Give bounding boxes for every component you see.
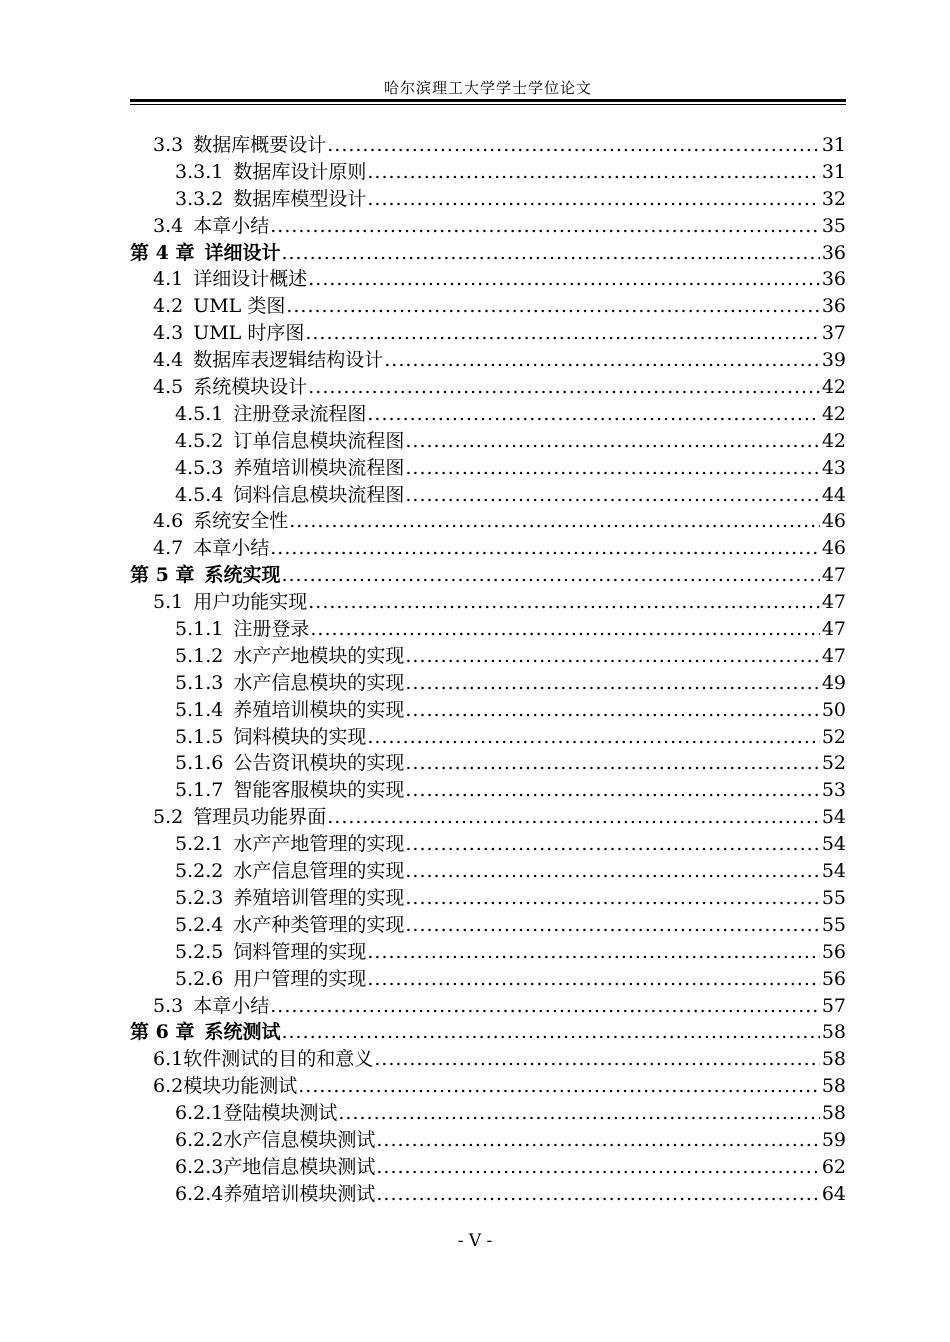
toc-entry-page: 31 [821, 134, 846, 156]
toc-entry[interactable] [130, 643, 846, 670]
toc-entry-title: 养殖培训管理的实现 [233, 886, 405, 909]
toc-entry-page: 47 [821, 591, 846, 614]
toc-entry-number: 第 4 章 [130, 241, 195, 264]
toc-entry[interactable] [130, 535, 846, 562]
toc-entry-page: 46 [821, 537, 846, 560]
header-rule-thin [130, 104, 846, 105]
toc-entry-number: 第 6 章 [130, 1021, 195, 1044]
toc-entry-title: 产地信息模块测试 [223, 1155, 376, 1178]
toc-dot-leader [270, 993, 820, 1020]
toc-entry-number: 4.5.2 [175, 429, 224, 452]
toc-entry-page: 46 [821, 510, 846, 533]
toc-entry-number: 第 5 章 [130, 564, 195, 587]
toc-dot-leader [405, 912, 819, 939]
toc-dot-leader [308, 374, 820, 401]
toc-entry-title: 用户管理的实现 [233, 967, 367, 990]
toc-entry-page: 36 [821, 241, 846, 264]
toc-entry-page: 44 [821, 483, 846, 506]
toc-entry-number: 6.2.3 [175, 1155, 224, 1178]
toc-entry-page: 47 [821, 564, 846, 587]
toc-entry-title: 养殖培训模块的实现 [233, 698, 405, 721]
toc-entry-page: 56 [821, 940, 846, 963]
running-header-title: 哈尔滨理工大学学士学位论文 [383, 79, 592, 97]
toc-entry-title: 模块功能测试 [183, 1075, 298, 1098]
toc-entry-page: 54 [821, 833, 846, 856]
toc-entry[interactable] [130, 428, 846, 455]
toc-entry-number: 4.2 [153, 295, 184, 318]
toc-entry[interactable] [130, 347, 846, 374]
toc-entry-title: 饲料模块的实现 [233, 725, 367, 748]
toc-entry-title: 饲料管理的实现 [233, 940, 367, 963]
toc-entry-number: 4.5.4 [175, 483, 224, 506]
toc-entry-title: 系统实现 [204, 564, 281, 587]
toc-dot-leader [270, 535, 820, 562]
toc-entry-title: 注册登录 [233, 618, 310, 641]
toc-dot-leader [405, 777, 819, 804]
toc-entry[interactable] [130, 508, 846, 535]
toc-entry-title: 系统测试 [204, 1021, 281, 1044]
toc-dot-leader [405, 670, 819, 697]
header-rule-thick [130, 99, 846, 102]
toc-entry[interactable] [130, 401, 846, 428]
toc-dot-leader [374, 1046, 820, 1073]
toc-entry[interactable] [130, 1046, 846, 1073]
toc-entry-number: 4.1 [153, 268, 184, 291]
toc-entry[interactable] [130, 589, 846, 616]
toc-entry[interactable] [130, 374, 846, 401]
toc-entry-page: 57 [821, 994, 846, 1017]
toc-dot-leader [405, 885, 819, 912]
toc-entry[interactable] [130, 213, 846, 240]
toc-entry-number: 4.5.3 [175, 456, 224, 479]
toc-entry-number: 5.2.1 [175, 833, 224, 856]
toc-entry-title: UML 类图 [193, 295, 286, 318]
toc-dot-leader [405, 697, 819, 724]
toc-dot-leader [376, 1127, 819, 1154]
toc-entry-title: 详细设计概述 [193, 268, 308, 291]
page-number: - V - [457, 1231, 493, 1251]
toc-entry[interactable] [130, 1127, 846, 1154]
toc-entry-number: 6.2.2 [175, 1128, 224, 1151]
toc-entry-title: 注册登录流程图 [233, 402, 367, 425]
toc-dot-leader [367, 186, 819, 213]
table-of-contents [130, 132, 846, 1208]
toc-entry-title: 用户功能实现 [193, 591, 308, 614]
toc-entry-page: 42 [821, 402, 846, 425]
toc-dot-leader [367, 401, 819, 428]
toc-dot-leader [305, 320, 819, 347]
toc-entry[interactable] [130, 804, 846, 831]
toc-entry-number: 6.1 [153, 1048, 184, 1071]
toc-entry-title: 数据库概要设计 [193, 134, 327, 156]
toc-entry-page: 58 [821, 1075, 846, 1098]
toc-entry-page: 31 [821, 160, 846, 183]
toc-entry[interactable] [130, 831, 846, 858]
toc-entry-number: 5.1.2 [175, 644, 224, 667]
toc-entry-page: 54 [821, 806, 846, 829]
toc-entry-number: 3.3.1 [175, 160, 224, 183]
toc-entry[interactable] [130, 159, 846, 186]
toc-entry[interactable] [130, 616, 846, 643]
toc-entry-title: 水产信息模块的实现 [233, 671, 405, 694]
toc-dot-leader [308, 589, 820, 616]
toc-entry-page: 37 [821, 322, 846, 345]
toc-entry[interactable] [130, 1100, 846, 1127]
toc-entry-title: 软件测试的目的和意义 [183, 1048, 374, 1071]
toc-entry[interactable] [130, 670, 846, 697]
toc-dot-leader [286, 293, 819, 320]
toc-entry-number: 4.3 [153, 322, 184, 345]
toc-entry-number: 4.5.1 [175, 402, 224, 425]
toc-entry-number: 5.2.3 [175, 886, 224, 909]
toc-dot-leader [367, 159, 819, 186]
toc-entry[interactable] [130, 858, 846, 885]
toc-entry[interactable] [130, 1019, 846, 1046]
toc-entry[interactable] [130, 885, 846, 912]
toc-entry[interactable] [130, 240, 846, 267]
toc-entry-title: 养殖培训模块流程图 [233, 456, 405, 479]
toc-entry-number: 5.2.6 [175, 967, 224, 990]
toc-entry-number: 3.3 [153, 134, 184, 156]
toc-entry[interactable] [130, 186, 846, 213]
toc-entry-title: 本章小结 [193, 537, 270, 560]
toc-entry[interactable] [130, 293, 846, 320]
toc-entry-title: 数据库设计原则 [233, 160, 367, 183]
toc-entry-page: 49 [821, 671, 846, 694]
toc-entry-title: 详细设计 [204, 241, 281, 264]
toc-dot-leader [405, 455, 819, 482]
toc-entry-number: 3.4 [153, 214, 184, 237]
toc-entry-title: 管理员功能界面 [193, 806, 327, 829]
toc-entry-page: 42 [821, 376, 846, 399]
toc-dot-leader [367, 724, 819, 751]
toc-entry[interactable] [130, 939, 846, 966]
toc-entry-page: 53 [821, 779, 846, 802]
toc-entry-page: 56 [821, 967, 846, 990]
toc-entry[interactable] [130, 912, 846, 939]
toc-entry-page: 58 [821, 1048, 846, 1071]
toc-entry[interactable] [130, 750, 846, 777]
toc-entry-number: 5.2.5 [175, 940, 224, 963]
toc-entry-title: 数据库表逻辑结构设计 [193, 349, 384, 372]
toc-entry-title: 系统模块设计 [193, 376, 308, 399]
toc-entry-page: 55 [821, 913, 846, 936]
toc-entry-number: 3.3.2 [175, 187, 224, 210]
toc-entry-title: 饲料信息模块流程图 [233, 483, 405, 506]
toc-entry-page: 52 [821, 725, 846, 748]
toc-entry[interactable] [130, 1154, 846, 1181]
toc-entry[interactable] [130, 266, 846, 293]
toc-entry-number: 5.1 [153, 591, 184, 614]
toc-dot-leader [405, 858, 819, 885]
toc-dot-leader [367, 939, 819, 966]
toc-dot-leader [289, 508, 820, 535]
toc-dot-leader [405, 750, 819, 777]
toc-entry-number: 5.1.3 [175, 671, 224, 694]
toc-entry-page: 39 [821, 349, 846, 372]
toc-entry[interactable] [130, 993, 846, 1020]
toc-entry-title: UML 时序图 [193, 322, 305, 345]
toc-entry-number: 5.2.2 [175, 860, 224, 883]
toc-dot-leader [338, 1100, 819, 1127]
toc-entry-title: 订单信息模块流程图 [233, 429, 405, 452]
toc-entry-number: 5.1.6 [175, 752, 224, 775]
toc-entry-number: 4.5 [153, 376, 184, 399]
toc-entry-page: 58 [821, 1021, 846, 1044]
toc-entry-page: 55 [821, 886, 846, 909]
toc-entry-number: 4.6 [153, 510, 184, 533]
toc-entry[interactable] [130, 1073, 846, 1100]
toc-entry-page: 47 [821, 644, 846, 667]
toc-dot-leader [270, 213, 820, 240]
toc-dot-leader [308, 266, 820, 293]
toc-entry-title: 水产产地管理的实现 [233, 833, 405, 856]
toc-entry-page: 42 [821, 429, 846, 452]
toc-entry-page: 62 [821, 1155, 846, 1178]
toc-entry-number: 5.1.1 [175, 618, 224, 641]
toc-entry-page: 64 [821, 1182, 846, 1205]
toc-entry-page: 54 [821, 860, 846, 883]
toc-dot-leader [327, 132, 820, 159]
toc-entry-number: 5.2 [153, 806, 184, 829]
toc-entry-number: 6.2.1 [175, 1102, 224, 1125]
toc-entry[interactable] [130, 132, 846, 159]
toc-entry[interactable] [130, 562, 846, 589]
toc-entry-number: 5.3 [153, 994, 184, 1017]
toc-dot-leader [376, 1181, 819, 1208]
toc-entry-title: 智能客服模块的实现 [233, 779, 405, 802]
toc-entry[interactable] [130, 724, 846, 751]
toc-entry-title: 水产产地模块的实现 [233, 644, 405, 667]
toc-entry-page: 35 [821, 214, 846, 237]
toc-dot-leader [405, 643, 819, 670]
toc-entry-title: 养殖培训模块测试 [223, 1182, 376, 1205]
toc-dot-leader [405, 428, 819, 455]
toc-entry-title: 系统安全性 [193, 510, 289, 533]
toc-entry-title: 数据库模型设计 [233, 187, 367, 210]
toc-dot-leader [327, 804, 820, 831]
toc-entry-title: 水产种类管理的实现 [233, 913, 405, 936]
toc-entry-number: 5.1.4 [175, 698, 224, 721]
toc-entry-page: 47 [821, 618, 846, 641]
toc-entry-page: 36 [821, 268, 846, 291]
toc-entry-number: 5.1.5 [175, 725, 224, 748]
toc-entry-number: 6.2.4 [175, 1182, 224, 1205]
toc-entry-page: 43 [821, 456, 846, 479]
toc-entry-page: 32 [821, 187, 846, 210]
toc-dot-leader [405, 482, 819, 509]
toc-dot-leader [310, 616, 819, 643]
toc-entry-number: 4.4 [153, 349, 184, 372]
toc-entry-page: 50 [821, 698, 846, 721]
toc-entry[interactable] [130, 320, 846, 347]
toc-entry-title: 本章小结 [193, 994, 270, 1017]
toc-entry-page: 59 [821, 1128, 846, 1151]
toc-entry-title: 公告资讯模块的实现 [233, 752, 405, 775]
toc-entry[interactable] [130, 455, 846, 482]
toc-entry-number: 6.2 [153, 1075, 184, 1098]
toc-dot-leader [281, 1019, 819, 1046]
toc-entry[interactable] [130, 777, 846, 804]
toc-dot-leader [384, 347, 820, 374]
toc-entry-title: 登陆模块测试 [223, 1102, 338, 1125]
toc-entry[interactable] [130, 482, 846, 509]
toc-dot-leader [281, 240, 819, 267]
toc-entry-title: 水产信息模块测试 [223, 1128, 376, 1151]
toc-dot-leader [367, 966, 819, 993]
toc-dot-leader [281, 562, 819, 589]
toc-entry[interactable] [130, 1181, 846, 1208]
toc-entry-number: 5.2.4 [175, 913, 224, 936]
toc-entry-page: 52 [821, 752, 846, 775]
toc-dot-leader [405, 831, 819, 858]
toc-entry[interactable] [130, 966, 846, 993]
toc-entry[interactable] [130, 697, 846, 724]
toc-dot-leader [376, 1154, 819, 1181]
toc-entry-title: 水产信息管理的实现 [233, 860, 405, 883]
toc-entry-number: 5.1.7 [175, 779, 224, 802]
toc-dot-leader [298, 1073, 820, 1100]
toc-entry-title: 本章小结 [193, 214, 270, 237]
toc-entry-page: 58 [821, 1102, 846, 1125]
toc-entry-page: 36 [821, 295, 846, 318]
toc-entry-number: 4.7 [153, 537, 184, 560]
